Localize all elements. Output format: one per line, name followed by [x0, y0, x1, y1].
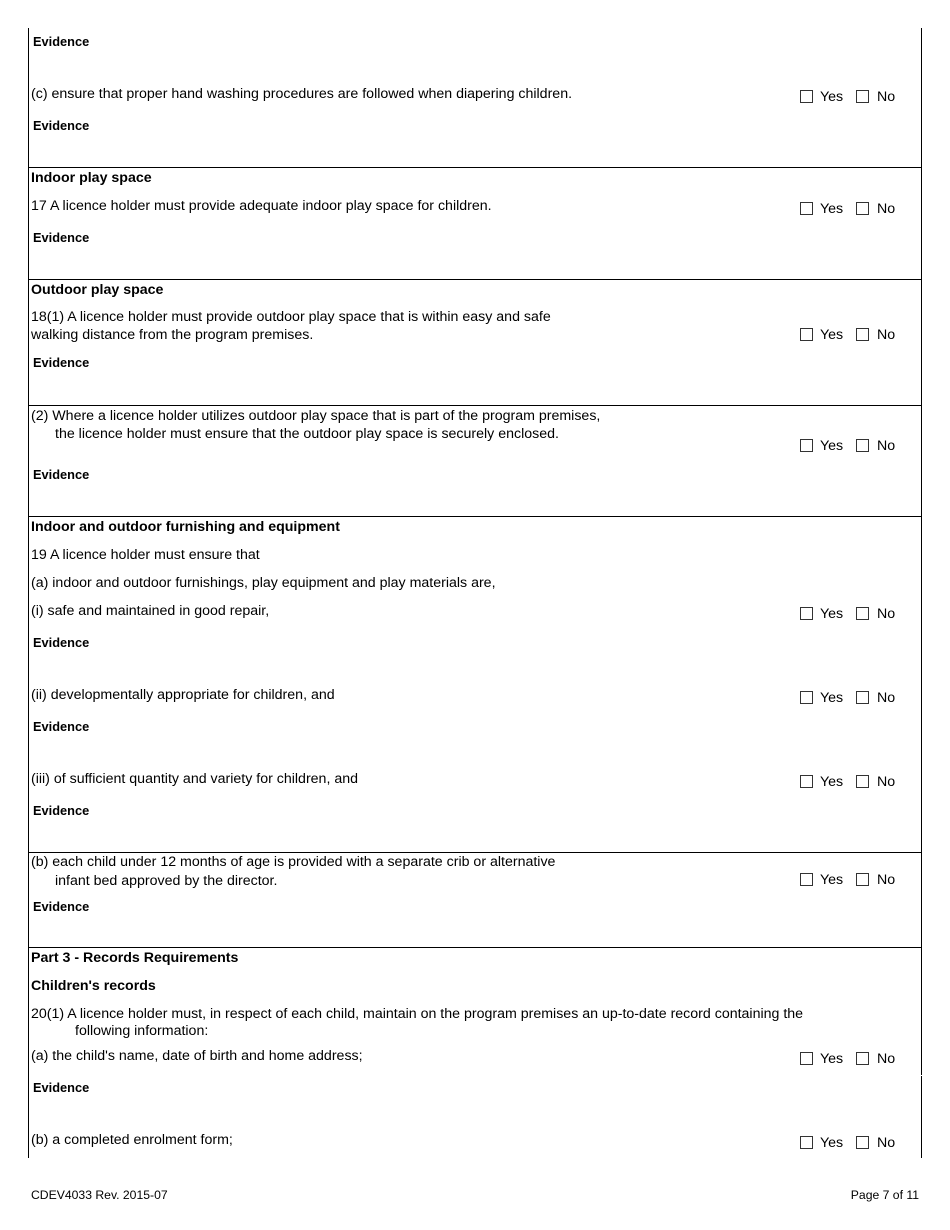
no-label: No: [877, 872, 896, 888]
item-text-s20-1-line2: following information:: [75, 1023, 209, 1039]
part-heading: Part 3 - Records Requirements: [31, 950, 239, 966]
no-checkbox[interactable]: [856, 1136, 869, 1149]
divider: [28, 167, 922, 168]
divider: [28, 279, 922, 280]
item-text-s20-1-line1: 20(1) A licence holder must, in respect of each child, maintain on the program premises an up-to-date record containing the: [31, 1006, 804, 1022]
evidence-label: Evidence: [33, 118, 90, 133]
item-text-s20-a: (a) the child's name, date of birth and home address;: [31, 1048, 363, 1064]
yes-label: Yes: [820, 1135, 844, 1151]
left-border: [28, 28, 29, 1158]
item-text-s20-b: (b) a completed enrolment form;: [31, 1132, 233, 1148]
no-checkbox[interactable]: [856, 691, 869, 704]
yes-no-c-hand-washing: [800, 88, 900, 106]
evidence-label: Evidence: [33, 1080, 90, 1095]
no-label: No: [877, 1135, 896, 1151]
yes-label: Yes: [820, 774, 844, 790]
item-text-s18-2-line1: (2) Where a licence holder utilizes outdoor play space that is part of the program premises,: [31, 408, 601, 424]
divider: [28, 516, 922, 517]
yes-no-s17: [800, 200, 900, 218]
evidence-label: Evidence: [33, 34, 90, 49]
evidence-label: Evidence: [33, 230, 90, 245]
yes-no-s18-2: [800, 437, 900, 455]
item-text-s18-1-line1: 18(1) A licence holder must provide outdoor play space that is within easy and safe: [31, 309, 551, 325]
item-text-s18-2-line2: the licence holder must ensure that the outdoor play space is securely enclosed.: [55, 426, 559, 442]
no-checkbox[interactable]: [856, 1052, 869, 1065]
yes-checkbox[interactable]: [800, 775, 813, 788]
yes-label: Yes: [820, 872, 844, 888]
yes-label: Yes: [820, 1051, 844, 1067]
item-text-s19-a-i: (i) safe and maintained in good repair,: [31, 603, 270, 619]
item-text-s19-a-iii: (iii) of sufficient quantity and variety for children, and: [31, 771, 359, 787]
yes-no-s19-b: [800, 871, 900, 889]
yes-no-s19-a-ii: [800, 689, 900, 707]
evidence-label: Evidence: [33, 719, 90, 734]
yes-checkbox[interactable]: [800, 1136, 813, 1149]
no-checkbox[interactable]: [856, 873, 869, 886]
yes-no-s20-a: [800, 1050, 900, 1068]
no-checkbox[interactable]: [856, 607, 869, 620]
no-label: No: [877, 438, 896, 454]
item-text-s17: 17 A licence holder must provide adequate indoor play space for children.: [31, 198, 492, 214]
item-text-s19: 19 A licence holder must ensure that: [31, 547, 260, 563]
evidence-label: Evidence: [33, 355, 90, 370]
item-text-s19-a-ii: (ii) developmentally appropriate for children, and: [31, 687, 335, 703]
yes-no-s19-a-iii: [800, 773, 900, 791]
no-label: No: [877, 201, 896, 217]
no-label: No: [877, 606, 896, 622]
no-label: No: [877, 774, 896, 790]
item-text-s19-b-line1: (b) each child under 12 months of age is provided with a separate crib or alternative: [31, 854, 556, 870]
yes-checkbox[interactable]: [800, 90, 813, 103]
no-checkbox[interactable]: [856, 439, 869, 452]
yes-no-s19-a-i: [800, 605, 900, 623]
yes-label: Yes: [820, 690, 844, 706]
no-checkbox[interactable]: [856, 775, 869, 788]
evidence-label: Evidence: [33, 899, 90, 914]
evidence-label: Evidence: [33, 803, 90, 818]
form-id: CDEV4033 Rev. 2015-07: [31, 1188, 168, 1202]
section-heading-outdoor: Outdoor play space: [31, 282, 164, 298]
right-border-top: [921, 28, 922, 1075]
yes-no-s20-b: [800, 1134, 900, 1152]
yes-checkbox[interactable]: [800, 439, 813, 452]
yes-checkbox[interactable]: [800, 691, 813, 704]
yes-checkbox[interactable]: [800, 202, 813, 215]
section-heading-records: Children's records: [31, 978, 156, 994]
no-checkbox[interactable]: [856, 328, 869, 341]
item-text-s19-b-line2: infant bed approved by the director.: [55, 873, 278, 889]
yes-checkbox[interactable]: [800, 1052, 813, 1065]
yes-no-s18-1: [800, 326, 900, 344]
yes-label: Yes: [820, 201, 844, 217]
divider: [28, 947, 922, 948]
evidence-label: Evidence: [33, 467, 90, 482]
right-border-bottom: [921, 1076, 922, 1158]
page-number: Page 7 of 11: [850, 1188, 919, 1202]
yes-checkbox[interactable]: [800, 328, 813, 341]
item-text-c-hand-washing: (c) ensure that proper hand washing procedures are followed when diapering children.: [31, 86, 573, 102]
yes-checkbox[interactable]: [800, 607, 813, 620]
yes-label: Yes: [820, 438, 844, 454]
no-label: No: [877, 690, 896, 706]
item-text-s19-a: (a) indoor and outdoor furnishings, play equipment and play materials are,: [31, 575, 496, 591]
item-text-s18-1-line2: walking distance from the program premises.: [31, 327, 314, 343]
yes-checkbox[interactable]: [800, 873, 813, 886]
no-label: No: [877, 327, 896, 343]
section-heading-indoor: Indoor play space: [31, 170, 152, 186]
yes-label: Yes: [820, 89, 844, 105]
no-label: No: [877, 1051, 896, 1067]
no-checkbox[interactable]: [856, 90, 869, 103]
evidence-label: Evidence: [33, 635, 90, 650]
section-heading-furnishing: Indoor and outdoor furnishing and equipment: [31, 519, 340, 535]
no-label: No: [877, 89, 896, 105]
divider: [28, 405, 922, 406]
yes-label: Yes: [820, 327, 844, 343]
no-checkbox[interactable]: [856, 202, 869, 215]
yes-label: Yes: [820, 606, 844, 622]
